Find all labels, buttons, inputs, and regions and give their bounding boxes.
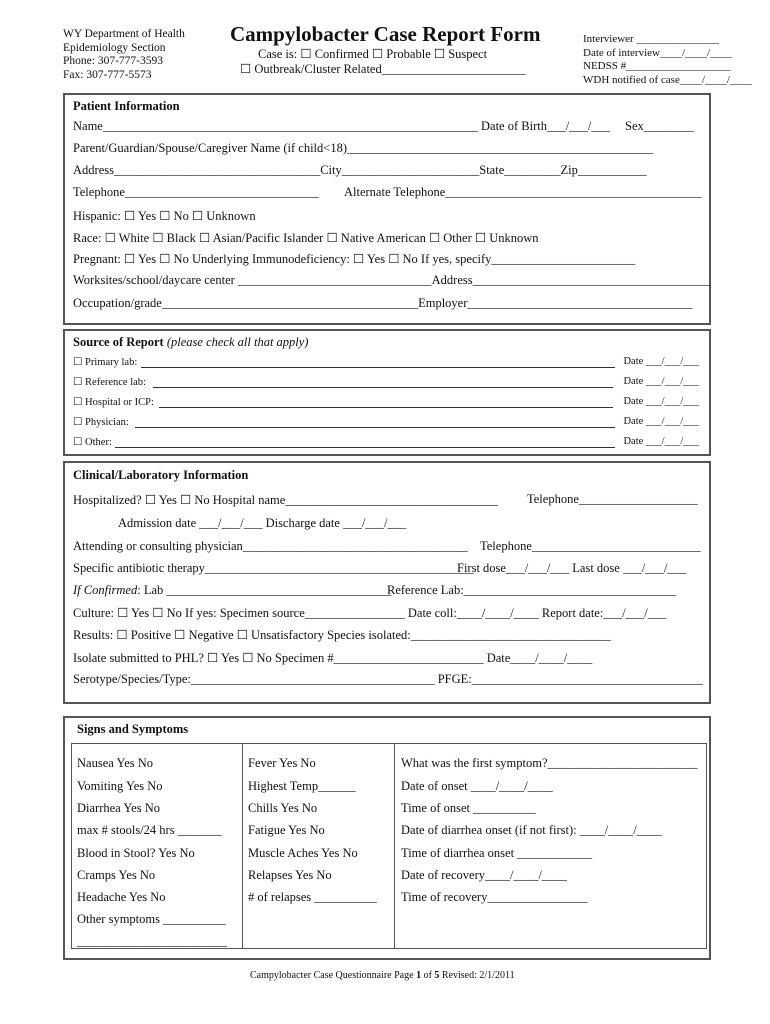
dose-dates-field[interactable]: First dose___/___/___ Last dose ___/___/___: [457, 561, 687, 575]
footer-of: of: [421, 970, 435, 981]
agency-name: WY Department of Health: [63, 28, 185, 40]
results-field[interactable]: Results: ☐ Positive ☐ Negative ☐ Unsatisfactory Species isolated:________________________________: [73, 628, 611, 642]
if-confirmed-label: If Confirmed: [73, 583, 138, 597]
source-date[interactable]: Date ___/___/___: [623, 356, 699, 367]
outbreak-checkbox[interactable]: ☐ Outbreak/Cluster Related_______________________: [240, 62, 526, 76]
interview-date-field[interactable]: Date of interview____/____/____: [583, 46, 733, 59]
source-label: ☐ Hospital or ICP:: [73, 397, 154, 408]
occupation-field[interactable]: Occupation/grade_________________________________________Employer____________________________________: [73, 296, 693, 310]
symptom-item[interactable]: Other symptoms __________: [77, 912, 226, 926]
source-row-primary-lab[interactable]: [73, 356, 699, 368]
onset-field[interactable]: Time of onset __________: [401, 801, 536, 815]
revised-date: Revised: 2/1/2011: [439, 970, 515, 981]
case-status-checkboxes[interactable]: Case is: ☐ Confirmed ☐ Probable ☐ Suspect: [258, 47, 488, 61]
race-checkboxes[interactable]: Race: ☐ White ☐ Black ☐ Asian/Pacific Islander ☐ Native American ☐ Other ☐ Unknown: [73, 231, 539, 245]
fill-line: [153, 376, 613, 388]
symptom-item[interactable]: Highest Temp______: [248, 779, 356, 793]
symptom-item[interactable]: Fatigue Yes No: [248, 823, 325, 837]
footer-text: Campylobacter Case Questionnaire Page: [250, 970, 417, 981]
symptoms-header: Signs and Symptoms: [77, 722, 189, 736]
symptom-item[interactable]: Vomiting Yes No: [77, 779, 163, 793]
symptom-item[interactable]: Headache Yes No: [77, 890, 166, 904]
fill-line: [141, 356, 615, 368]
form-title: Campylobacter Case Report Form: [230, 22, 541, 46]
physician-telephone-field[interactable]: Telephone___________________________: [480, 539, 701, 553]
source-date[interactable]: Date ___/___/___: [623, 396, 699, 407]
symptom-item[interactable]: ________________________: [77, 934, 227, 948]
grid-divider: [394, 744, 395, 948]
symptom-item[interactable]: Chills Yes No: [248, 801, 318, 815]
worksite-field[interactable]: Worksites/school/daycare center _______________________________Address______________________________________: [73, 273, 711, 287]
address-field[interactable]: Address_________________________________City______________________State_________Zip___________: [73, 163, 647, 177]
page-number: 1: [416, 970, 422, 981]
page-footer: [250, 970, 515, 981]
onset-field[interactable]: Date of onset ____/____/____: [401, 779, 553, 793]
symptom-item[interactable]: Fever Yes No: [248, 756, 316, 770]
source-date[interactable]: Date ___/___/___: [623, 436, 699, 447]
source-header-title: Source of Report: [73, 335, 164, 349]
source-row-hospital[interactable]: [73, 396, 699, 408]
source-date[interactable]: Date ___/___/___: [623, 376, 699, 387]
symptom-item[interactable]: Nausea Yes No: [77, 756, 154, 770]
source-date[interactable]: Date ___/___/___: [623, 416, 699, 427]
guardian-field[interactable]: Parent/Guardian/Spouse/Caregiver Name (if child<18)_________________________________________________: [73, 141, 654, 155]
onset-field[interactable]: What was the first symptom?________________________: [401, 756, 698, 770]
onset-field[interactable]: Time of recovery________________: [401, 890, 588, 904]
symptom-item[interactable]: Muscle Aches Yes No: [248, 846, 358, 860]
symptom-item[interactable]: Diarrhea Yes No: [77, 801, 160, 815]
fill-line: [115, 436, 615, 448]
source-label: ☐ Reference lab:: [73, 377, 146, 388]
source-header: [73, 335, 308, 350]
agency-section: Epidemiology Section: [63, 41, 166, 54]
alt-telephone-field[interactable]: Alternate Telephone_________________________________________: [344, 185, 702, 199]
source-label: ☐ Other:: [73, 437, 112, 448]
pregnant-checkboxes[interactable]: Pregnant: ☐ Yes ☐ No Underlying Immunodeficiency: ☐ Yes ☐ No If yes, specify_______________________: [73, 252, 636, 266]
antibiotic-field[interactable]: Specific antibiotic therapy___________________________________________: [73, 561, 474, 575]
dob-field[interactable]: Date of Birth___/___/___: [481, 119, 611, 133]
agency-block: [63, 28, 185, 82]
serotype-field[interactable]: Serotype/Species/Type:_______________________________________ PFGE:_____________________________________: [73, 672, 704, 686]
nedss-field[interactable]: NEDSS #___________________: [583, 60, 731, 72]
culture-field[interactable]: Culture: ☐ Yes ☐ No If yes: Specimen source________________ Date coll:____/____/____ Report date:___/___/___: [73, 606, 667, 620]
onset-field[interactable]: Date of diarrhea onset (if not first): ____/____/____: [401, 823, 662, 837]
source-row-other[interactable]: [73, 436, 699, 448]
admission-discharge-field[interactable]: Admission date ___/___/___ Discharge date ___/___/___: [118, 516, 407, 530]
sex-field[interactable]: Sex________: [625, 119, 694, 133]
source-row-reference-lab[interactable]: [73, 376, 699, 388]
source-label: ☐ Primary lab:: [73, 357, 138, 368]
symptom-item[interactable]: Relapses Yes No: [248, 868, 332, 882]
fill-line: [159, 396, 613, 408]
page-total: 5: [434, 970, 440, 981]
hospitalized-field[interactable]: Hospitalized? ☐ Yes ☐ No Hospital name__________________________________: [73, 493, 498, 507]
symptom-item[interactable]: # of relapses __________: [248, 890, 377, 904]
interviewer-field[interactable]: Interviewer _______________: [583, 33, 719, 45]
hospital-telephone-field[interactable]: Telephone___________________: [527, 492, 698, 506]
onset-field[interactable]: Date of recovery____/____/____: [401, 868, 567, 882]
interviewer-block: [583, 33, 752, 87]
lab-field[interactable]: : Lab ____________________________________: [137, 583, 392, 597]
telephone-field[interactable]: Telephone_______________________________: [73, 185, 319, 199]
fill-line: [135, 416, 615, 428]
isolate-field[interactable]: Isolate submitted to PHL? ☐ Yes ☐ No Specimen #________________________ Date____/____/____: [73, 651, 593, 665]
source-row-physician[interactable]: [73, 416, 699, 428]
name-field[interactable]: Name____________________________________________________________: [73, 119, 478, 133]
symptom-item[interactable]: Blood in Stool? Yes No: [77, 846, 195, 860]
confirmed-lab-field[interactable]: [73, 583, 391, 598]
wdh-notified-field[interactable]: WDH notified of case____/____/____: [583, 73, 752, 86]
hispanic-checkboxes[interactable]: Hispanic: ☐ Yes ☐ No ☐ Unknown: [73, 209, 256, 223]
reference-lab-field[interactable]: Reference Lab:__________________________________: [387, 583, 677, 597]
clinical-header: Clinical/Laboratory Information: [73, 468, 249, 482]
source-label: ☐ Physician:: [73, 417, 129, 428]
symptom-item[interactable]: max # stools/24 hrs _______: [77, 823, 222, 837]
agency-phone: Phone: 307-777-3593: [63, 55, 163, 67]
onset-field[interactable]: Time of diarrhea onset ____________: [401, 846, 593, 860]
agency-fax: Fax: 307-777-5573: [63, 68, 152, 81]
grid-divider: [242, 744, 243, 948]
patient-info-header: Patient Information: [73, 99, 180, 113]
attending-physician-field[interactable]: Attending or consulting physician____________________________________: [73, 539, 468, 553]
symptom-item[interactable]: Cramps Yes No: [77, 868, 156, 882]
source-header-note: (please check all that apply): [166, 335, 309, 349]
